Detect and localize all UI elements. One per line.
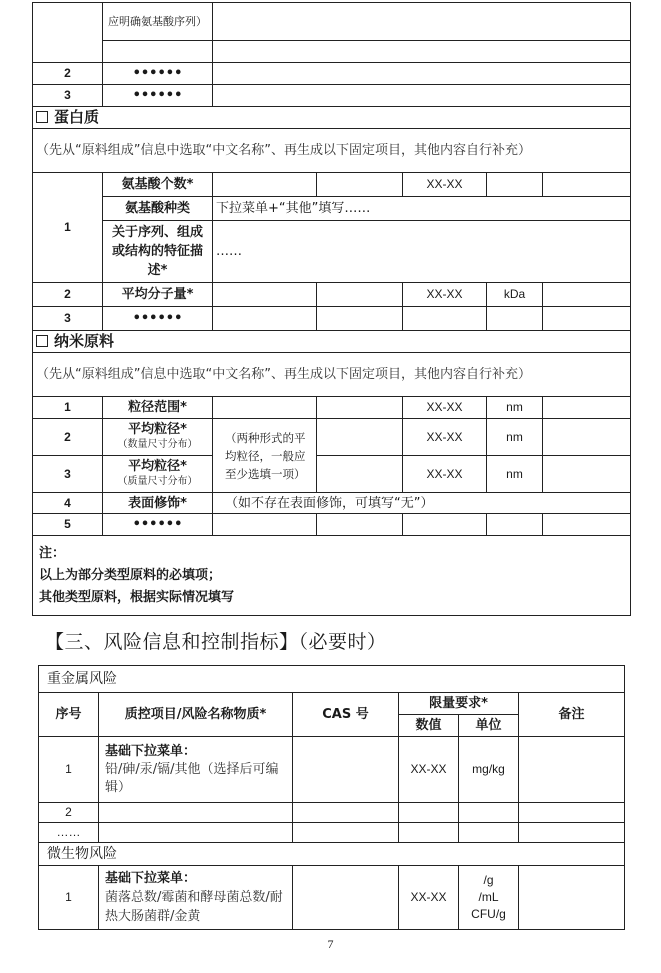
input-cell[interactable] <box>317 173 403 197</box>
table-cell <box>213 85 631 107</box>
dropdown-hint[interactable]: 下拉菜单+“其他”填写…… <box>213 197 631 221</box>
input-cell[interactable] <box>487 514 543 536</box>
unit-value: kDa <box>487 283 543 307</box>
dropdown-options: 菌落总数/霉菌和酵母菌总数/耐热大肠菌群/金黄 <box>105 890 283 924</box>
range-value: XX-XX <box>403 456 487 493</box>
input-cell[interactable] <box>293 803 399 823</box>
footnote <box>33 536 631 616</box>
section-title: 蛋白质 <box>54 108 100 126</box>
input-cell[interactable] <box>543 307 631 331</box>
input-cell[interactable] <box>543 173 631 197</box>
input-cell[interactable] <box>317 397 403 419</box>
range-value: XX-XX <box>399 866 459 930</box>
section-note: （先从“原料组成”信息中选取“中文名称”、再生成以下固定项目，其他内容自行补充） <box>33 129 631 173</box>
input-cell[interactable] <box>459 803 519 823</box>
description-input[interactable]: …… <box>213 221 631 283</box>
input-cell[interactable] <box>213 514 317 536</box>
dropdown-label: 基础下拉菜单： <box>105 743 197 759</box>
label-sub: （数量尺寸分布） <box>117 439 198 450</box>
field-label: 平均分子量* <box>103 283 213 307</box>
input-cell[interactable] <box>317 514 403 536</box>
label-text: 平均粒径* <box>128 422 187 437</box>
table-cell <box>213 41 631 63</box>
merged-note: （两种形式的平均粒径，一般应至少选填一项） <box>213 419 317 493</box>
header-cas: CAS 号 <box>293 693 399 737</box>
table-row <box>33 173 631 197</box>
input-cell[interactable] <box>519 823 625 843</box>
label-sub: （质量尺寸分布） <box>117 476 198 487</box>
input-cell[interactable] <box>459 823 519 843</box>
input-cell[interactable] <box>293 866 399 930</box>
input-cell[interactable] <box>519 866 625 930</box>
section-note: （先从“原料组成”信息中选取“中文名称”、再生成以下固定项目，其他内容自行补充） <box>33 353 631 397</box>
dropdown-options: 铅/砷/汞/镉/其他（选择后可编辑） <box>105 761 279 795</box>
input-cell[interactable] <box>317 456 403 493</box>
input-cell[interactable] <box>487 307 543 331</box>
unit-cell[interactable] <box>487 173 543 197</box>
field-label: 关于序列、组成或结构的特征描述* <box>103 221 213 283</box>
header-remark: 备注 <box>519 693 625 737</box>
header-limit: 限量要求* <box>399 693 519 715</box>
range-value: XX-XX <box>403 397 487 419</box>
table-row <box>33 514 631 536</box>
input-cell[interactable] <box>399 823 459 843</box>
risk-table <box>38 665 625 930</box>
row-number: 1 <box>33 173 103 283</box>
dropdown-label: 基础下拉菜单： <box>105 871 197 886</box>
page-number: 7 <box>327 937 334 951</box>
unit-option: /mL <box>478 890 499 904</box>
range-value: XX-XX <box>403 419 487 456</box>
field-label: 氨基酸个数* <box>103 173 213 197</box>
row-number: 3 <box>33 85 103 107</box>
table-cell <box>213 3 631 41</box>
dropdown-cell[interactable] <box>99 737 293 803</box>
ellipsis-item: •••••• <box>103 307 213 331</box>
input-cell[interactable] <box>317 283 403 307</box>
unit-value: nm <box>487 456 543 493</box>
ellipsis-item: •••••• <box>103 514 213 536</box>
input-cell[interactable] <box>519 737 625 803</box>
row-number: 2 <box>33 63 103 85</box>
input-cell[interactable] <box>213 283 317 307</box>
header-value: 数值 <box>399 715 459 737</box>
header-no: 序号 <box>39 693 99 737</box>
row-number: 1 <box>39 737 99 803</box>
input-cell[interactable] <box>317 307 403 331</box>
input-cell[interactable] <box>293 737 399 803</box>
dropdown-cell[interactable] <box>99 866 293 930</box>
footnote-line: 其他类型原料，根据实际情况填写 <box>39 589 235 605</box>
surface-note: （如不存在表面修饰，可填写“无”） <box>213 493 631 514</box>
table-row <box>33 397 631 419</box>
table-row <box>33 493 631 514</box>
input-cell[interactable] <box>543 456 631 493</box>
table-cell <box>33 3 103 63</box>
input-cell[interactable] <box>317 419 403 456</box>
input-cell[interactable] <box>213 397 317 419</box>
section-header-nano <box>33 331 631 353</box>
section-heading: 【三、风险信息和控制指标】（必要时） <box>45 631 387 653</box>
unit-value: mg/kg <box>459 737 519 803</box>
section-header-protein <box>33 107 631 129</box>
table-row <box>39 823 625 843</box>
row-number: 1 <box>33 397 103 419</box>
unit-options <box>459 866 519 930</box>
header-unit: 单位 <box>459 715 519 737</box>
table-row <box>33 283 631 307</box>
input-cell[interactable] <box>403 307 487 331</box>
range-value: XX-XX <box>403 173 487 197</box>
field-label <box>103 456 213 493</box>
header-item: 质控项目/风险名称物质* <box>99 693 293 737</box>
row-number: …… <box>39 823 99 843</box>
field-label: 表面修饰* <box>103 493 213 514</box>
heavy-metal-title: 重金属风险 <box>39 666 625 693</box>
row-number: 1 <box>39 866 99 930</box>
footnote-line: 注： <box>39 545 66 561</box>
row-number: 2 <box>33 419 103 456</box>
row-number: 3 <box>33 456 103 493</box>
unit-option: /g <box>483 873 494 887</box>
input-cell[interactable] <box>543 514 631 536</box>
row-number: 5 <box>33 514 103 536</box>
input-cell[interactable] <box>543 283 631 307</box>
footnote-line: 以上为部分类型原料的必填项； <box>39 567 222 583</box>
table-cell <box>213 63 631 85</box>
table-row <box>33 63 631 85</box>
table-row <box>39 803 625 823</box>
table-row <box>33 456 631 493</box>
raw-material-table <box>32 2 631 616</box>
table-row <box>33 197 631 221</box>
range-value: XX-XX <box>403 283 487 307</box>
header-row <box>39 693 625 715</box>
input-cell[interactable] <box>519 803 625 823</box>
ellipsis-item: •••••• <box>103 85 213 107</box>
input-cell[interactable] <box>543 397 631 419</box>
table-row <box>33 85 631 107</box>
range-value: XX-XX <box>399 737 459 803</box>
row-number: 4 <box>33 493 103 514</box>
input-cell[interactable] <box>213 173 317 197</box>
table-row <box>39 866 625 930</box>
unit-option: CFU/g <box>471 907 506 921</box>
sequence-note: 应明确氨基酸序列） <box>103 3 213 41</box>
field-label: 氨基酸种类 <box>103 197 213 221</box>
field-label <box>103 419 213 456</box>
table-row <box>33 419 631 456</box>
row-number: 2 <box>39 803 99 823</box>
table-row <box>33 307 631 331</box>
checkbox-protein[interactable] <box>36 111 48 123</box>
input-cell[interactable] <box>293 823 399 843</box>
ellipsis-item: •••••• <box>103 63 213 85</box>
micro-title: 微生物风险 <box>39 843 625 866</box>
input-cell[interactable] <box>99 803 293 823</box>
table-row <box>39 737 625 803</box>
unit-value: nm <box>487 419 543 456</box>
row-number: 2 <box>33 283 103 307</box>
unit-value: nm <box>487 397 543 419</box>
input-cell[interactable] <box>403 514 487 536</box>
table-cell <box>103 41 213 63</box>
checkbox-nano[interactable] <box>36 335 48 347</box>
row-number: 3 <box>33 307 103 331</box>
table-row <box>33 221 631 283</box>
input-cell[interactable] <box>399 803 459 823</box>
field-label: 粒径范围* <box>103 397 213 419</box>
input-cell[interactable] <box>213 307 317 331</box>
input-cell[interactable] <box>99 823 293 843</box>
section-title: 纳米原料 <box>54 332 115 350</box>
label-text: 平均粒径* <box>128 459 187 474</box>
input-cell[interactable] <box>543 419 631 456</box>
